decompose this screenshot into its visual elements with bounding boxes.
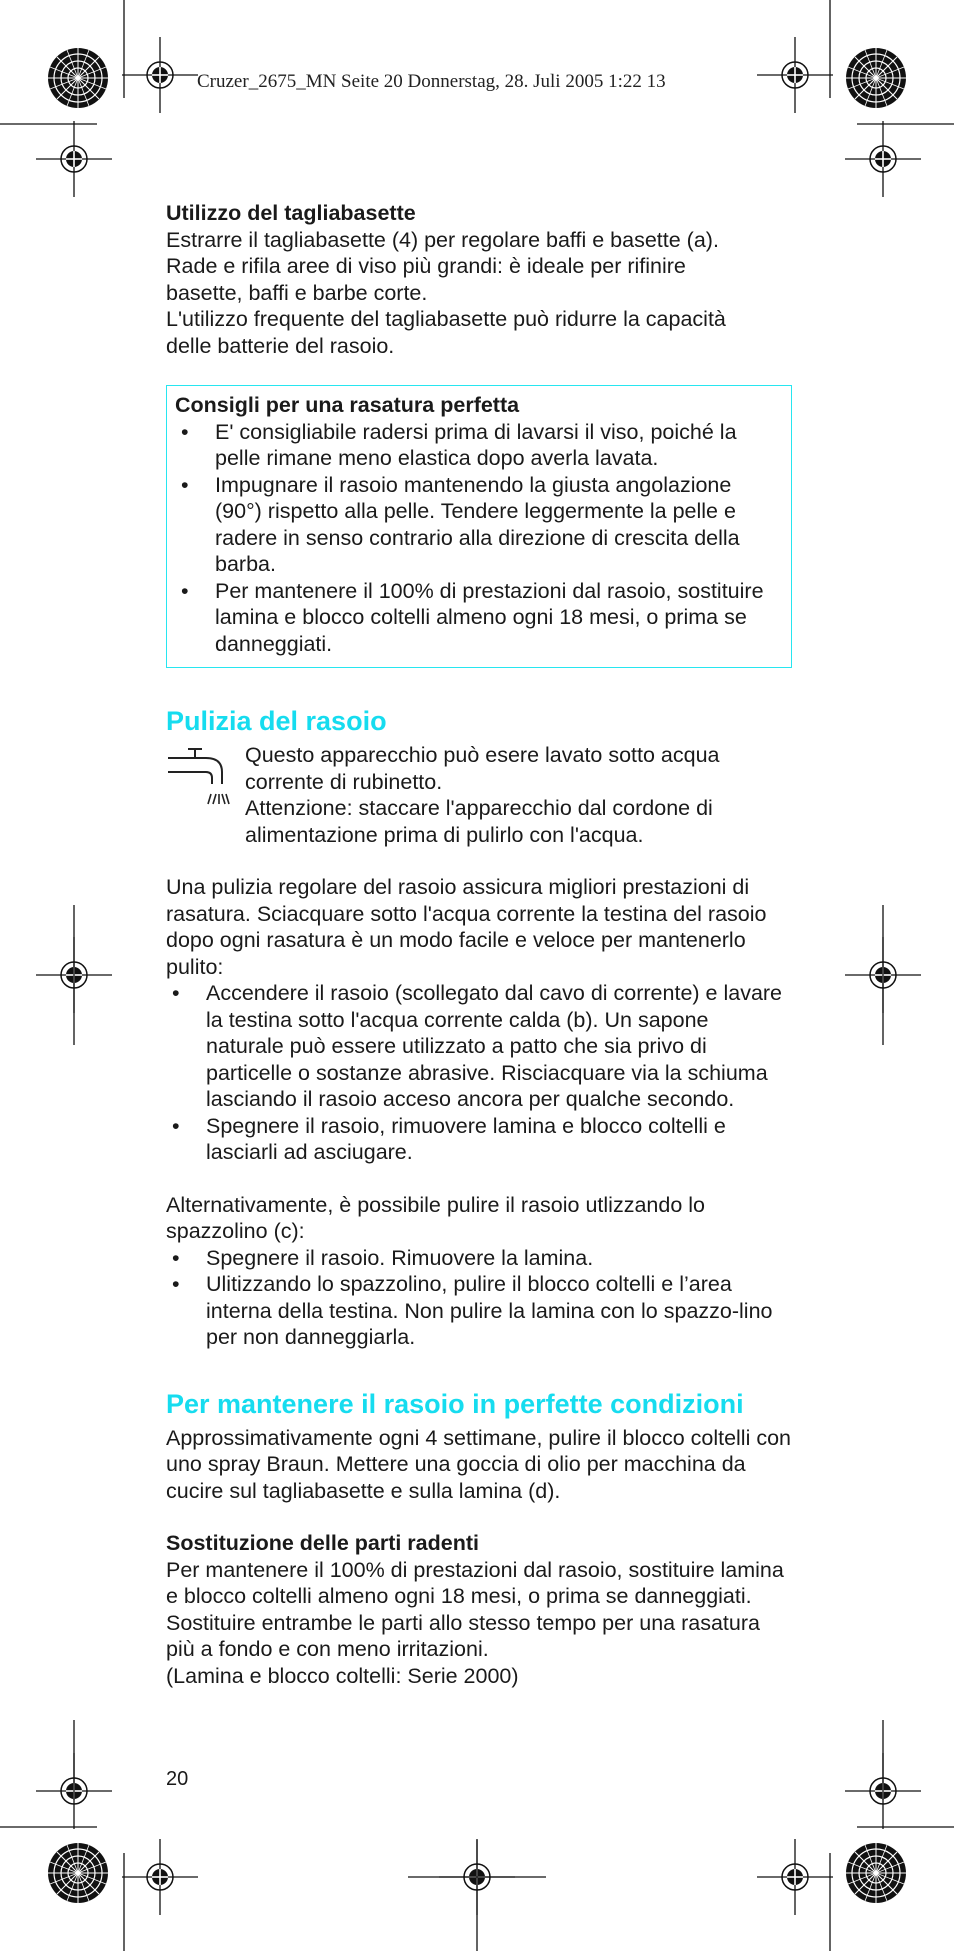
replace-note: (Lamina e blocco coltelli: Serie 2000) [166,1663,519,1688]
trimmer-line: basette, baffi e barbe corte. [166,280,428,305]
alt-cleaning-intro: Alternativamente, è possibile pulire il rasoio utlizzando lo spazzolino (c): [166,1192,705,1243]
alt-cleaning-step: • Ulitizzando lo spazzolino, pulire il blocco coltelli e l’area interna della testina. Non pulire la lamina con lo spazzo-lino per non danneggiarla. [166,1271,792,1351]
trimmer-line: delle batterie del rasoio. [166,333,395,358]
cleaning-step: • Spegnere il rasoio, rimuovere lamina e blocco coltelli e lasciarli ad asciugare. [166,1113,792,1166]
maintenance-title: Per mantenere il rasoio in perfette condizioni [166,1388,744,1419]
page-content [166,200,792,1689]
trimmer-heading: Utilizzo del tagliabasette [166,201,416,225]
trimmer-line: L'utilizzo frequente del tagliabasette può ridurre la capacità [166,307,726,331]
trimmer-line: Rade e rifila aree di viso più grandi: è ideale per rifinire [166,254,686,278]
tips-heading: Consigli per una rasatura perfetta [175,393,520,417]
replace-heading: Sostituzione delle parti radenti [166,1531,479,1555]
maintenance-text: Approssimativamente ogni 4 settimane, pulire il blocco coltelli con uno spray Braun. Mettere una goccia di olio per macchina da cucire sul tagliabasette e sulla lamina (d). [166,1425,792,1503]
alt-cleaning-step: • Spegnere il rasoio. Rimuovere la lamina. [166,1245,792,1272]
cleaning-step: • Accendere il rasoio (scollegato dal cavo di corrente) e lavare la testina sotto l'acqua corrente calda (b). Un sapone naturale può essere utilizzato a patto che sia privo di particelle o sostanze abrasive. Risciacquare via la schiuma lasciando il rasoio acceso ancora per qualche secondo. [166,980,792,1113]
alt-cleaning-steps [166,1245,792,1351]
print-slug: Cruzer_2675_MN Seite 20 Donnerstag, 28. Juli 2005 1:22 13 [197,71,666,92]
replace-text: Per mantenere il 100% di prestazioni dal rasoio, sostituire lamina e blocco coltelli almeno ogni 18 mesi, o prima se danneggiati. Sostituire entrambe le parti allo stesso tempo per una rasatura più a fondo e con meno irritazioni. [166,1557,784,1661]
cleaning-title: Pulizia del rasoio [166,706,387,736]
cleaning-intro: Una pulizia regolare del rasoio assicura migliori prestazioni di rasatura. Sciacquare sotto l'acqua corrente la testina del rasoio dopo ogni rasatura è un modo facile e veloce per mantenerlo pulito: [166,875,767,979]
page-number: 20 [166,1768,189,1790]
tip-item: • Per mantenere il 100% di prestazioni dal rasoio, sostituire lamina e blocco coltelli almeno ogni 18 mesi, o prima se danneggiati. [175,578,782,658]
cleaning-steps [166,980,792,1166]
trimmer-line: Estrarre il tagliabasette (4) per regolare baffi e basette (a). [166,227,719,252]
washable-text [245,742,792,848]
washable-note [166,742,792,848]
tips-list [175,419,782,658]
washable-line: Questo apparecchio può esere lavato sotto acqua corrente di rubinetto. [245,743,720,794]
washable-warning: Attenzione: staccare l'apparecchio dal cordone di alimentazione prima di pulirlo con l'acqua. [245,796,713,847]
tip-item: • Impugnare il rasoio mantenendo la giusta angolazione (90°) rispetto alla pelle. Tendere leggermente la pelle e radere in senso contrario alla direzione di crescita della barba. [175,472,782,578]
water-tap-icon [166,742,245,812]
tip-item: • E' consigliabile radersi prima di lavarsi il viso, poiché la pelle rimane meno elastica dopo averla lavata. [175,419,782,472]
tips-box [166,385,792,668]
